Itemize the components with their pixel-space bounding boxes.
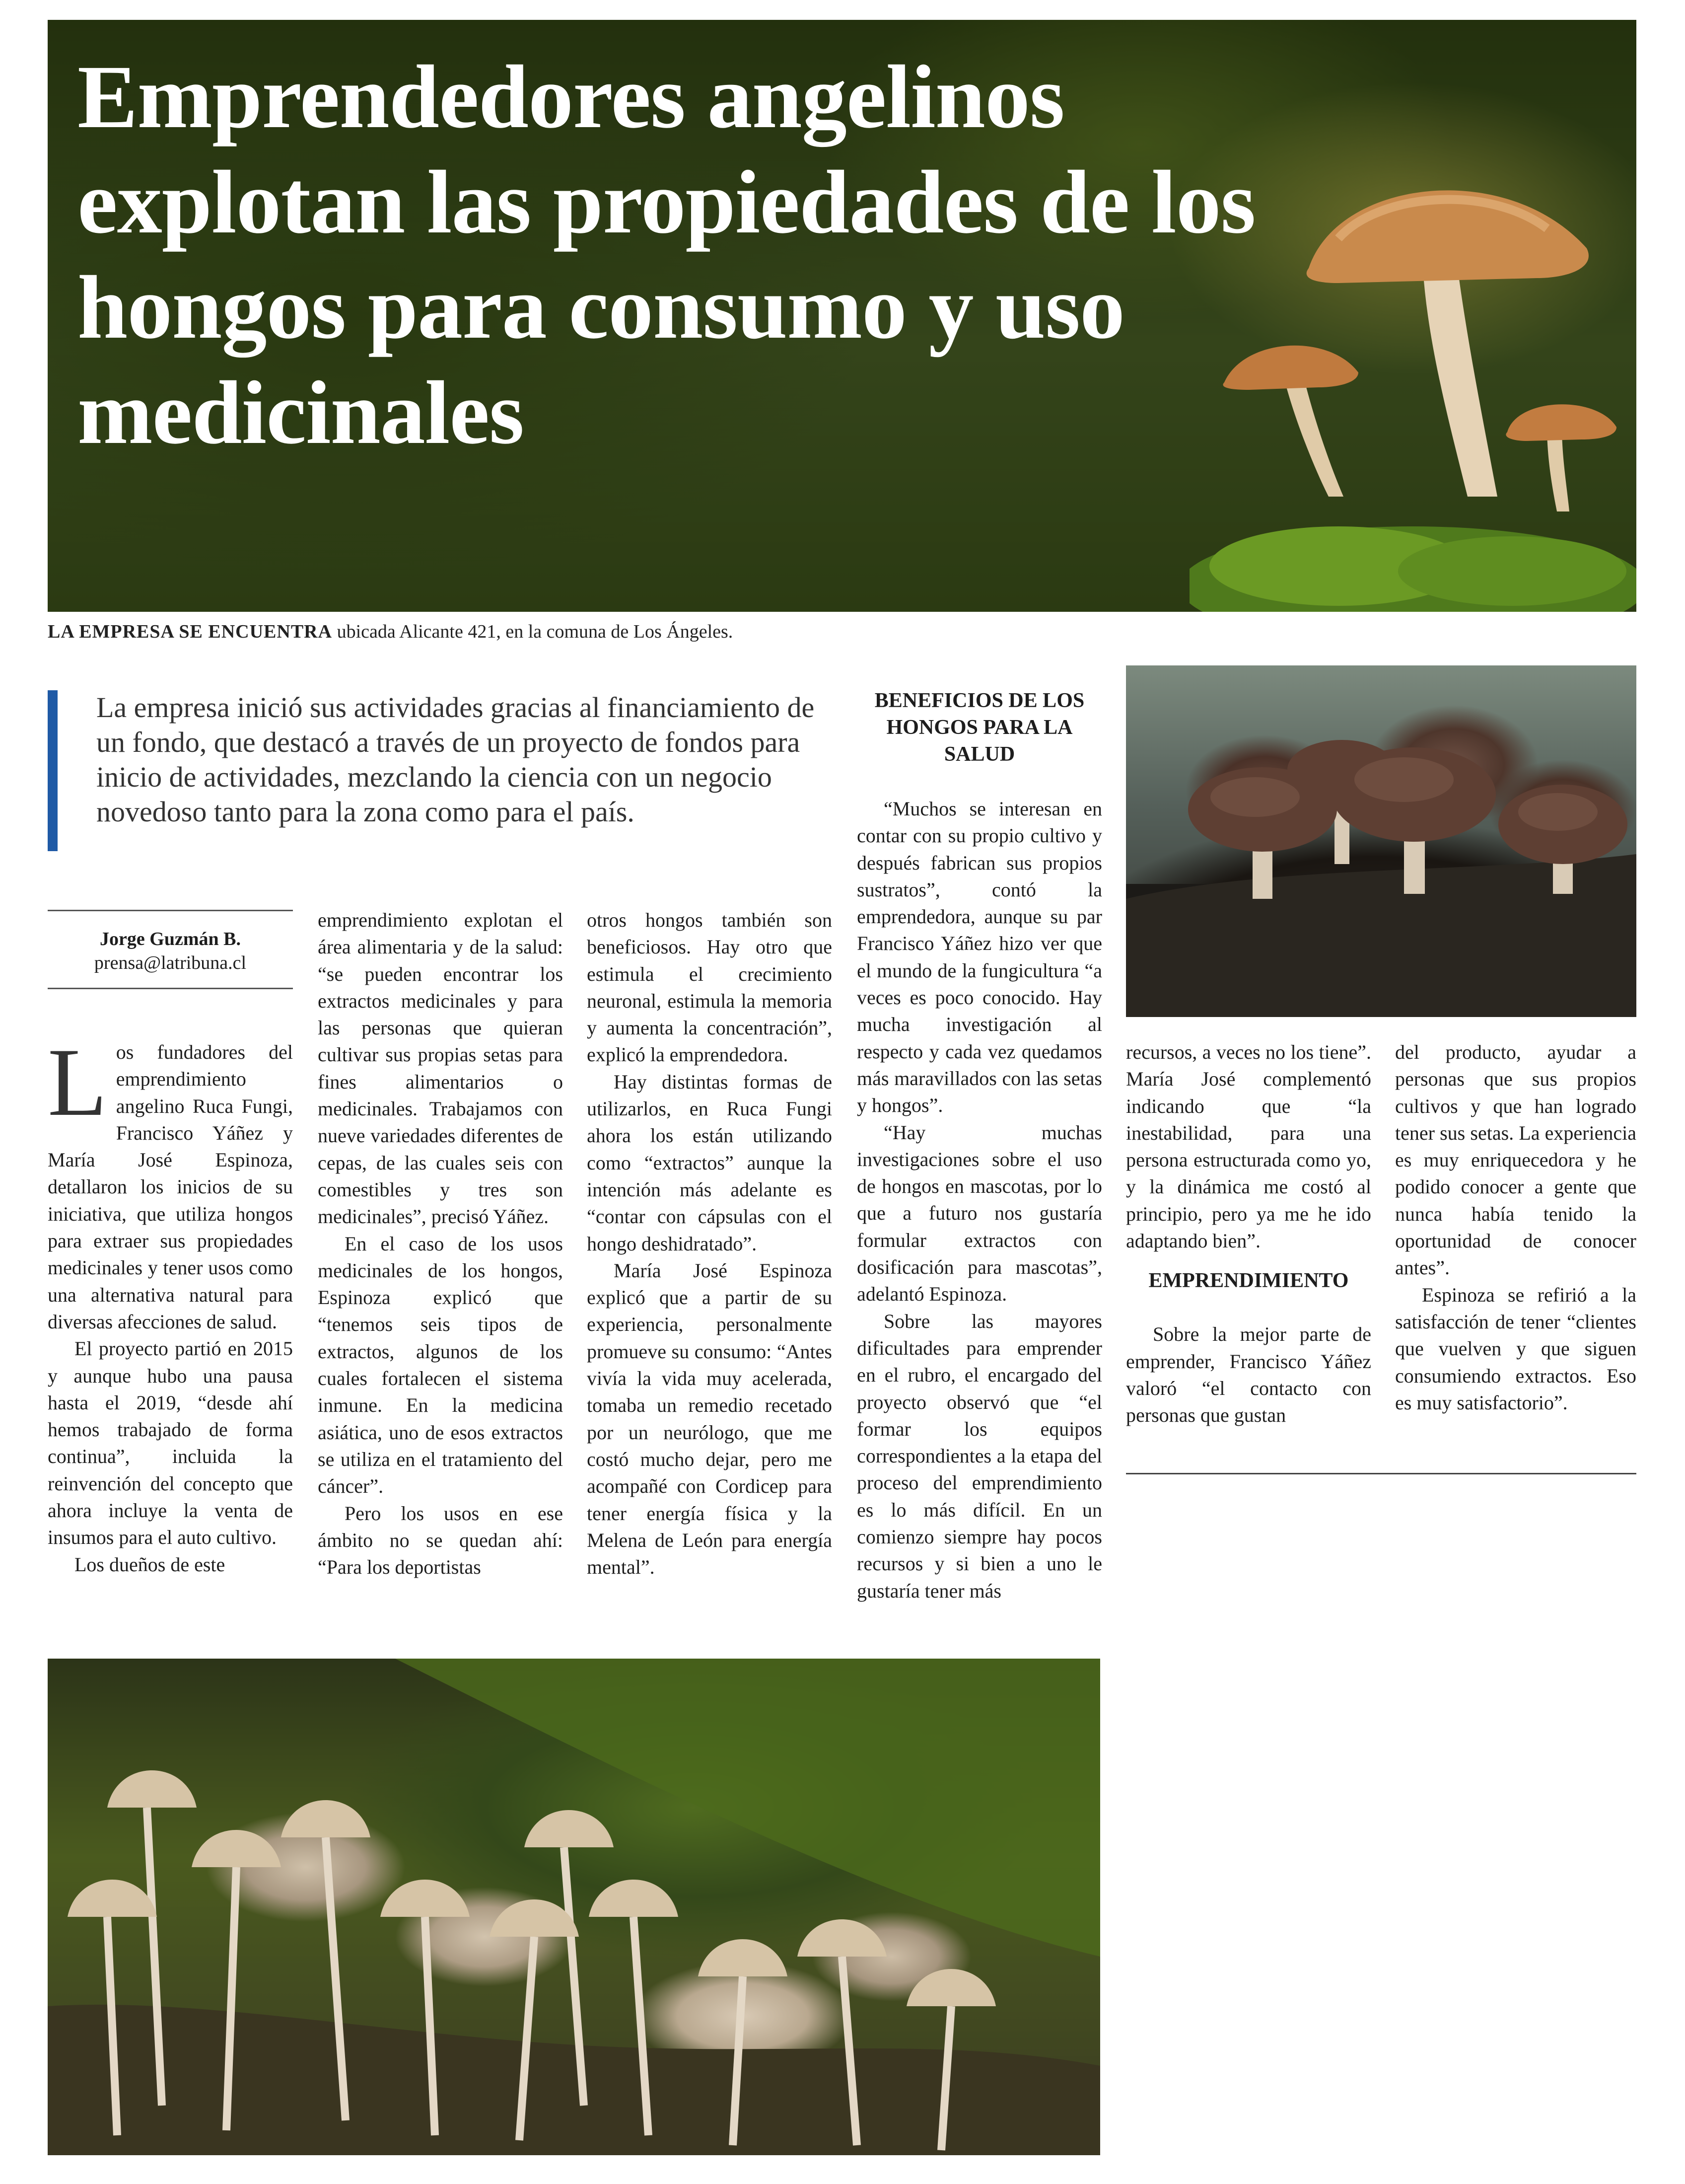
col1-paragraph-1: Los fundadores del emprendimiento angelino Ruca Fungi, Francisco Yáñez y María José Espinoza, detallaron los inicios de su iniciativa, que utiliza hongos para extraer sus propiedades medicinales y tener usos como una alternativa natural para diversas afecciones de salud. — [48, 1028, 293, 1333]
col4-paragraph-1: “Muchos se interesan en contar con su propio cultivo y después fabrican sus propios sustratos”, contó la emprendedora, aunque su par Francisco Yáñez hizo ver que el mundo de la fungicultura “a veces es poco conocido. Hay mucha investigación al respecto y cada vez quedamos más maravillados con las setas y hongos”. — [857, 798, 1102, 1117]
mushrooms-photo-bottom — [48, 1659, 1100, 2155]
column-4 — [857, 687, 1102, 1604]
author-email[interactable]: prensa@latribuna.cl — [94, 952, 247, 973]
col2-paragraph-3: Pero los usos en ese ámbito no se quedan ahí: “Para los deportistas — [318, 1502, 563, 1579]
col6-paragraph-1: del producto, ayudar a personas que sus propios cultivos y que han logrado tener sus setas. La experiencia es muy enriquecedora y he podido conocer a gente que nunca había tenido la oportunidad de conocer antes”. — [1395, 1041, 1636, 1279]
shiitake-illustration — [1126, 665, 1636, 1017]
column-6 — [1395, 1039, 1636, 1416]
lead-paragraph: La empresa inició sus actividades gracias al financiamiento de un fondo, que destacó a través de un proyecto de fondos para inicio de actividades, mezclando la ciencia con un negocio novedoso tanto para la zona como para el país. — [48, 690, 822, 851]
subhead-emprendimiento: EMPRENDIMIENTO — [1148, 1269, 1349, 1293]
column-2 — [318, 907, 563, 1581]
col5-paragraph-2: Sobre la mejor parte de emprender, Francisco Yáñez valoró “el contacto con personas que gustan — [1126, 1323, 1371, 1427]
drop-cap: L — [48, 1028, 107, 1136]
col5-paragraph-1: recursos, a veces no los tiene”. María José complementó indicando que “la inestabilidad, para una persona estructurada como yo, y la dinámica me costó al principio, pero ya me he ido adaptando bien”. — [1126, 1041, 1371, 1252]
col3-paragraph-1: otros hongos también son beneficiosos. Hay otro que estimula el crecimiento neuronal, estimula la memoria y aumenta la concentración”, explicó la emprendedora. — [587, 909, 832, 1066]
col2-paragraph-2: En el caso de los usos medicinales de los hongos, Espinoza explicó que “tenemos seis tipos de extractos, algunos de los cuales fortalecen el sistema inmune. En la medicina asiática, uno de esos extractos se utiliza en el tratamiento del cáncer”. — [318, 1232, 563, 1498]
caption-lead: LA EMPRESA SE ENCUENTRA — [48, 621, 333, 642]
column-1 — [48, 1028, 293, 1578]
column-5 — [1126, 1039, 1371, 1429]
caption-text: ubicada Alicante 421, en la comuna de Los Ángeles. — [332, 621, 733, 642]
col4-paragraph-2: “Hay muchas investigaciones sobre el uso de hongos en mascotas, por lo que a futuro nos gustaría formular extractos con dosificación para mascotas”, adelantó Espinoza. — [857, 1121, 1102, 1306]
col2-paragraph-1: emprendimiento explotan el área alimentaria y de la salud: “se pueden encontrar los extractos medicinales y para las personas que quieran cultivar sus propias setas para fines alimentarios o medicinales. Trabajamos con nueve variedades diferentes de cepas, de las cuales seis con comestibles y tres son medicinales”, precisó Yáñez. — [318, 909, 563, 1228]
author-name: Jorge Guzmán B. — [100, 929, 241, 949]
article-end-rule — [1126, 1473, 1636, 1474]
byline — [48, 910, 293, 989]
mushrooms-photo-top — [1126, 665, 1636, 1017]
col4-paragraph-3: Sobre las mayores dificultades para emprender en el rubro, el encargado del proyecto observó que “el formar los equipos correspondientes a la etapa del proceso del emprendimiento es lo más difícil. En un comienzo siempre hay pocos recursos y si bien a uno le gustaría tener más — [857, 1310, 1102, 1602]
column-3 — [587, 907, 832, 1581]
photo-caption — [48, 619, 1636, 645]
col1-paragraph-2: El proyecto partió en 2015 y aunque hubo una pausa hasta el 2019, “desde ahí hemos trabajado de forma continua”, incluida la reinvención del concepto que ahora incluye la venta de insumos para el auto cultivo. — [48, 1337, 293, 1549]
inkcap-mushrooms-illustration — [48, 1659, 1100, 2155]
hero-photo — [48, 20, 1636, 612]
col1-paragraph-3: Los dueños de este — [74, 1553, 225, 1576]
col6-paragraph-2: Espinoza se refirió a la satisfacción de tener “clientes que vuelven y que siguen consumiendo extractos. Eso es muy satisfactorio”. — [1395, 1283, 1636, 1414]
col3-paragraph-2: Hay distintas formas de utilizarlos, en Ruca Fungi ahora los están utilizando como “extractos” aunque la intención más adelante es “contar con cápsulas con el hongo deshidratado”. — [587, 1070, 832, 1255]
subhead-beneficios: BENEFICIOS DE LOS HONGOS PARA LA SALUD — [874, 689, 1085, 766]
headline: Emprendedores angelinos explotan las propiedades de los hongos para consumo y uso medicinales — [77, 47, 1256, 463]
col3-paragraph-3: María José Espinoza explicó que a partir de su experiencia, personalmente promueve su consumo: “Antes vivía la vida muy acelerada, tomaba un remedio recetado por un neurólogo, que me costó mucho dejar, pero me acompañé con Cordicep para tener energía física y la Melena de León para energía mental”. — [587, 1259, 832, 1579]
